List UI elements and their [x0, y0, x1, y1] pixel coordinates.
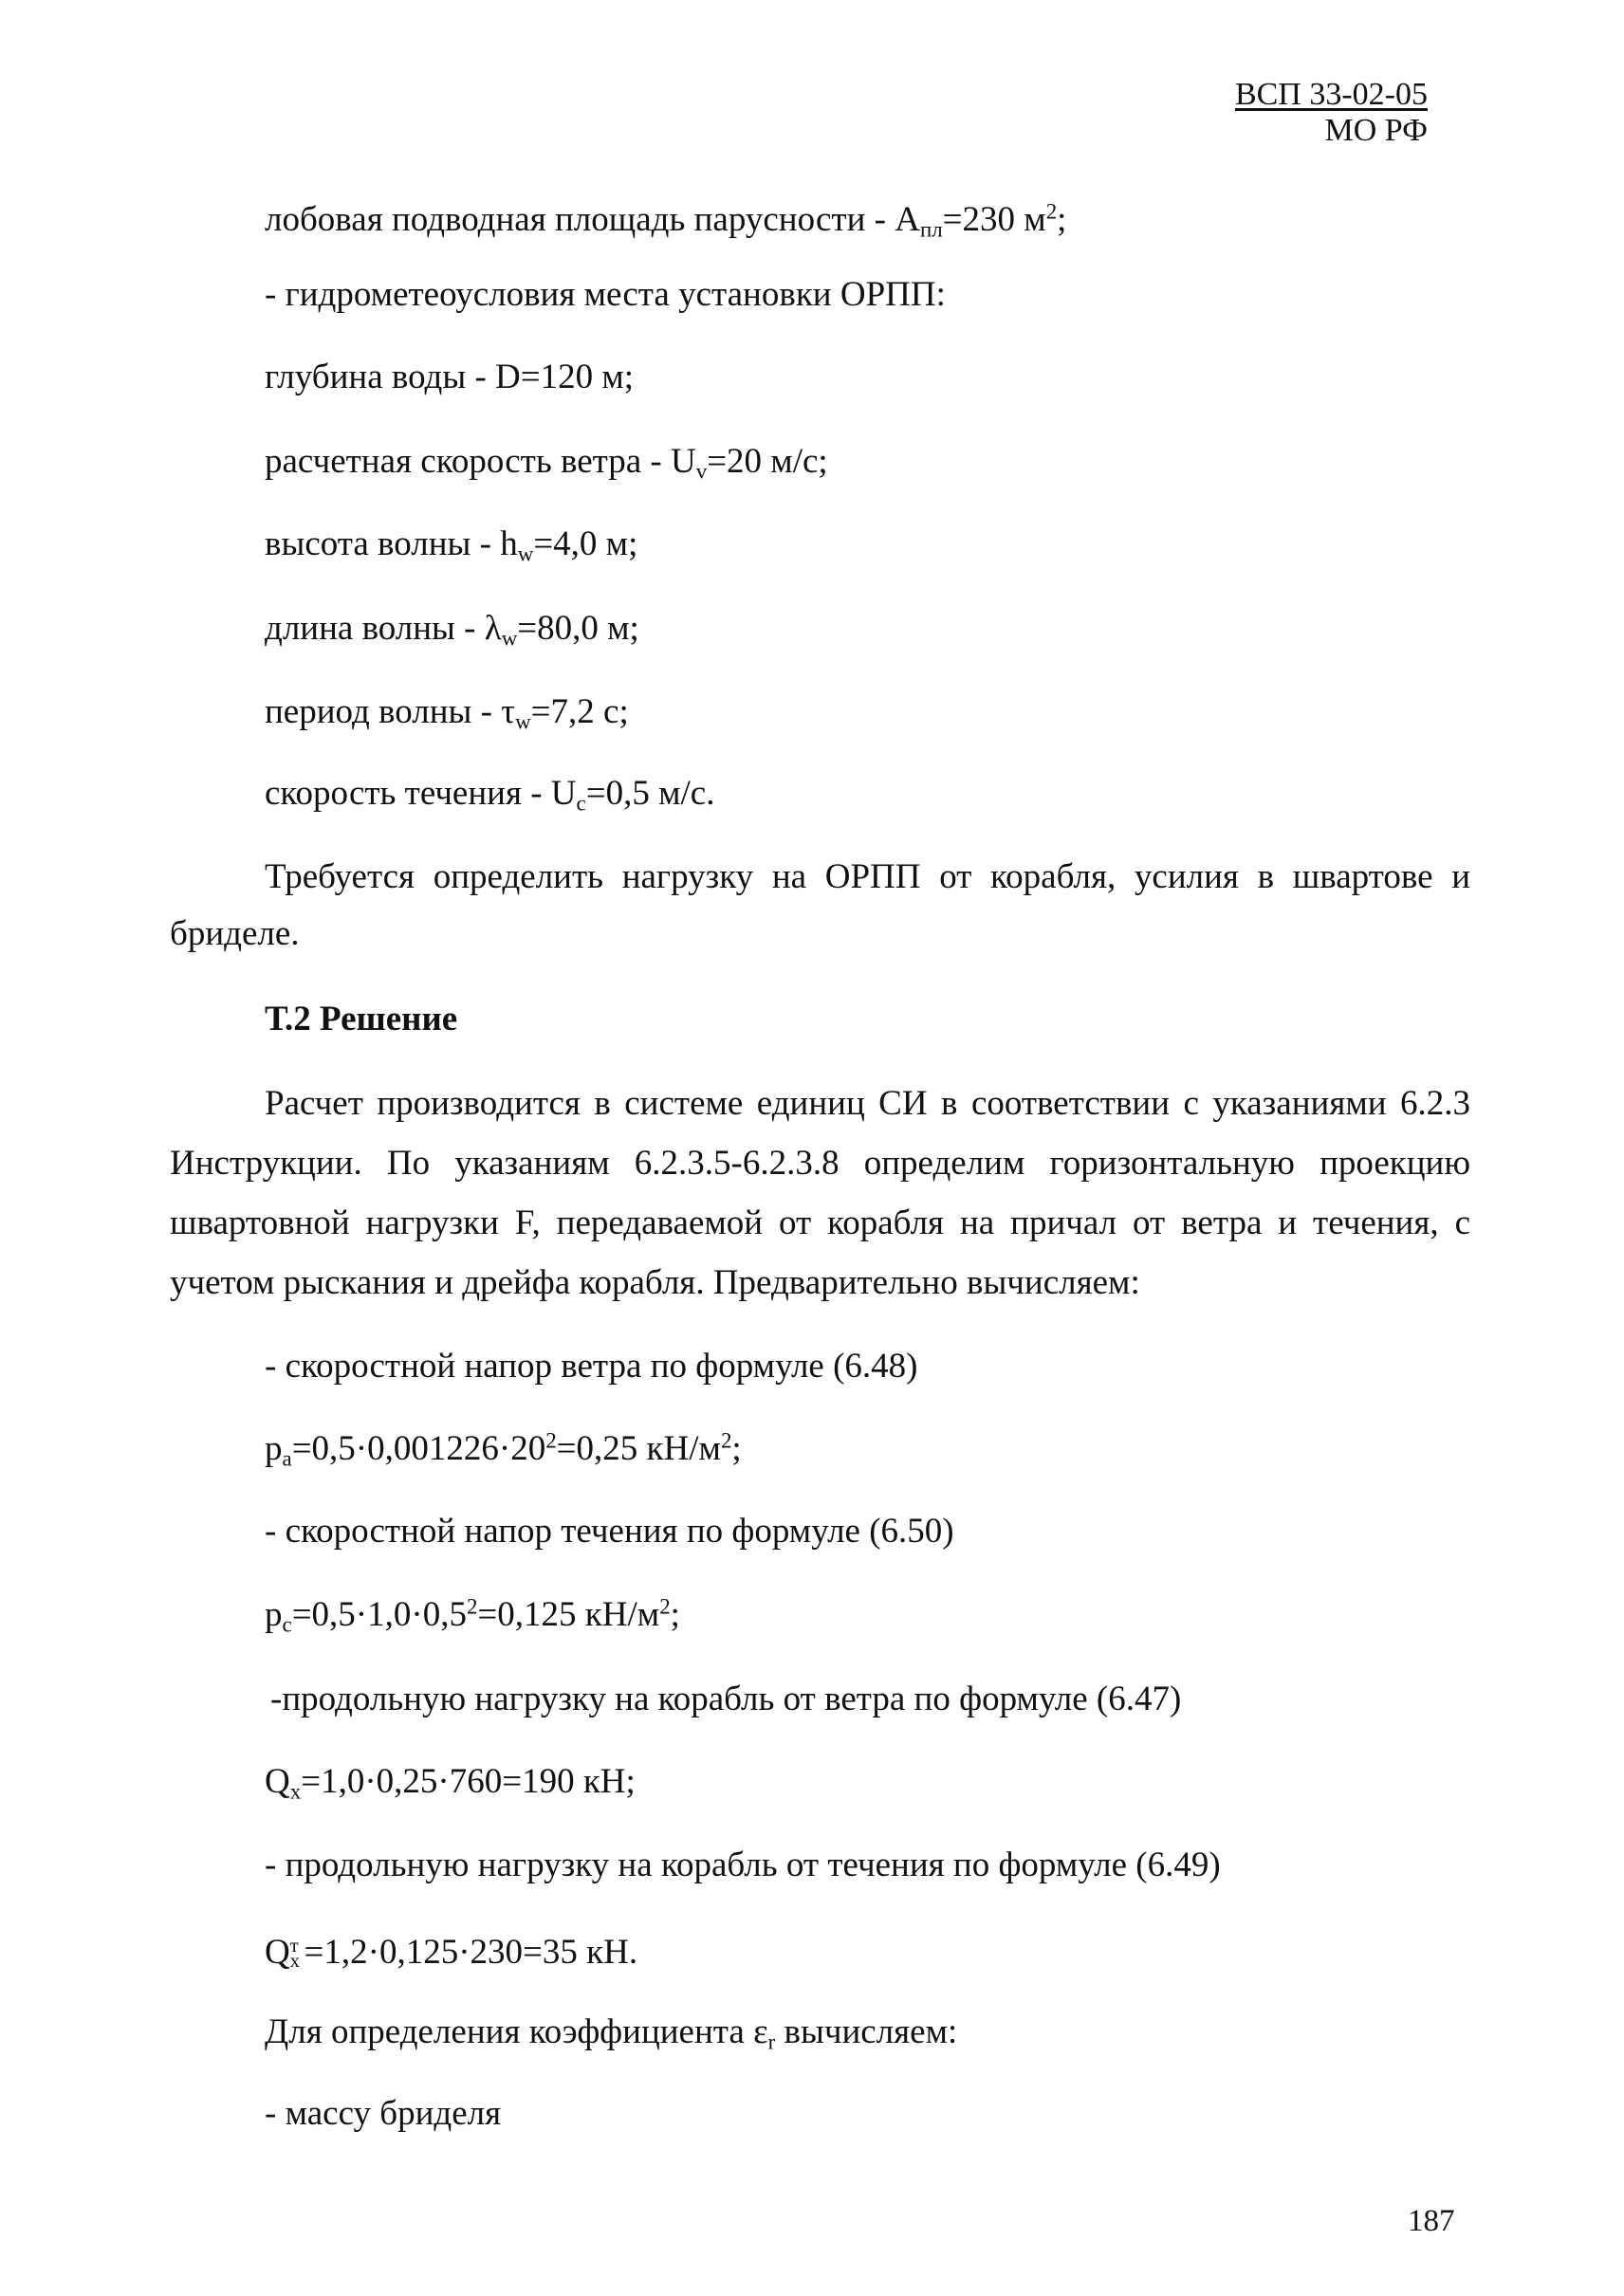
formula-current-pressure: $p_c=0,5\cdot 1,0\cdot 0,5^2=0,125$ $кН/м^2$; — [265, 1594, 680, 1637]
text-line-hydromet: - гидрометеоусловия места установки ОРПП: — [265, 275, 946, 314]
text-line-wind-speed: расчетная скорость ветра - $U_v=20$ м/с; — [265, 442, 828, 484]
text-line-solution-1: Расчет производится в системе единиц СИ в соответствии с указаниями 6.2.3 — [265, 1084, 1470, 1123]
text-line-solution-2: Инструкции. По указаниям 6.2.3.5-6.2.3.8 определим горизонтальную проекцию — [170, 1144, 1470, 1183]
document-code: ВСП 33-02-05 — [1234, 77, 1428, 112]
text-line-coefficient: Для определения коэффициента $\varepsilon_r$ вычисляем: — [265, 2012, 958, 2054]
formula-wind-pressure: $p_a=0,5\cdot 0,001226\cdot 20^2=0,25$ $кН/м^2$; — [265, 1428, 742, 1471]
text-line-longitudinal-wind: -продольную нагрузку на корабль от ветра по формуле (6.47) — [270, 1680, 1182, 1718]
text-line-solution-4: учетом рыскания и дрейфа корабля. Предварительно вычисляем: — [170, 1263, 1140, 1302]
section-heading: Т.2 Решение — [265, 1000, 458, 1038]
formula-longitudinal-wind: $Q_x=1,0\cdot 0,25\cdot 760=190$ кН; — [265, 1762, 636, 1804]
document-organization: МО РФ — [1324, 113, 1428, 148]
text-line-requirement-end: бриделе. — [170, 914, 300, 953]
text-line-current-pressure: - скоростной напор течения по формуле (6.50) — [265, 1512, 954, 1551]
page-number: 187 — [1408, 2204, 1455, 2238]
text-line-requirement: Требуется определить нагрузку на ОРПП от корабля, усилия в швартове и — [265, 857, 1470, 896]
text-line-water-depth: глубина воды - D=120 м; — [265, 358, 635, 396]
text-line-bridle-mass: - массу бриделя — [265, 2094, 502, 2133]
text-line-area-underwater: лобовая подводная площадь парусности - $А_{пл}=230$ $м^2$; — [265, 199, 1067, 242]
formula-longitudinal-current: Q т x =1,2·0,125·230=35 кН. — [265, 1933, 638, 1973]
text-line-wave-height: высота волны - $h_w=4,0$ м; — [265, 524, 638, 566]
text-line-wave-period: период волны - $\tau_w=7,2$ с; — [265, 692, 629, 734]
text-line-solution-3: швартовной нагрузки F, передаваемой от корабля на причал от ветра и течения, с — [170, 1203, 1470, 1242]
text-line-longitudinal-current: - продольную нагрузку на корабль от течения по формуле (6.49) — [265, 1846, 1221, 1884]
text-line-current-speed: скорость течения - $U_c=0,5$ м/с. — [265, 774, 715, 816]
text-line-wave-length: длина волны - $\lambda_w=80,0$ м; — [265, 609, 639, 651]
text-line-wind-pressure: - скоростной напор ветра по формуле (6.48) — [265, 1347, 918, 1386]
